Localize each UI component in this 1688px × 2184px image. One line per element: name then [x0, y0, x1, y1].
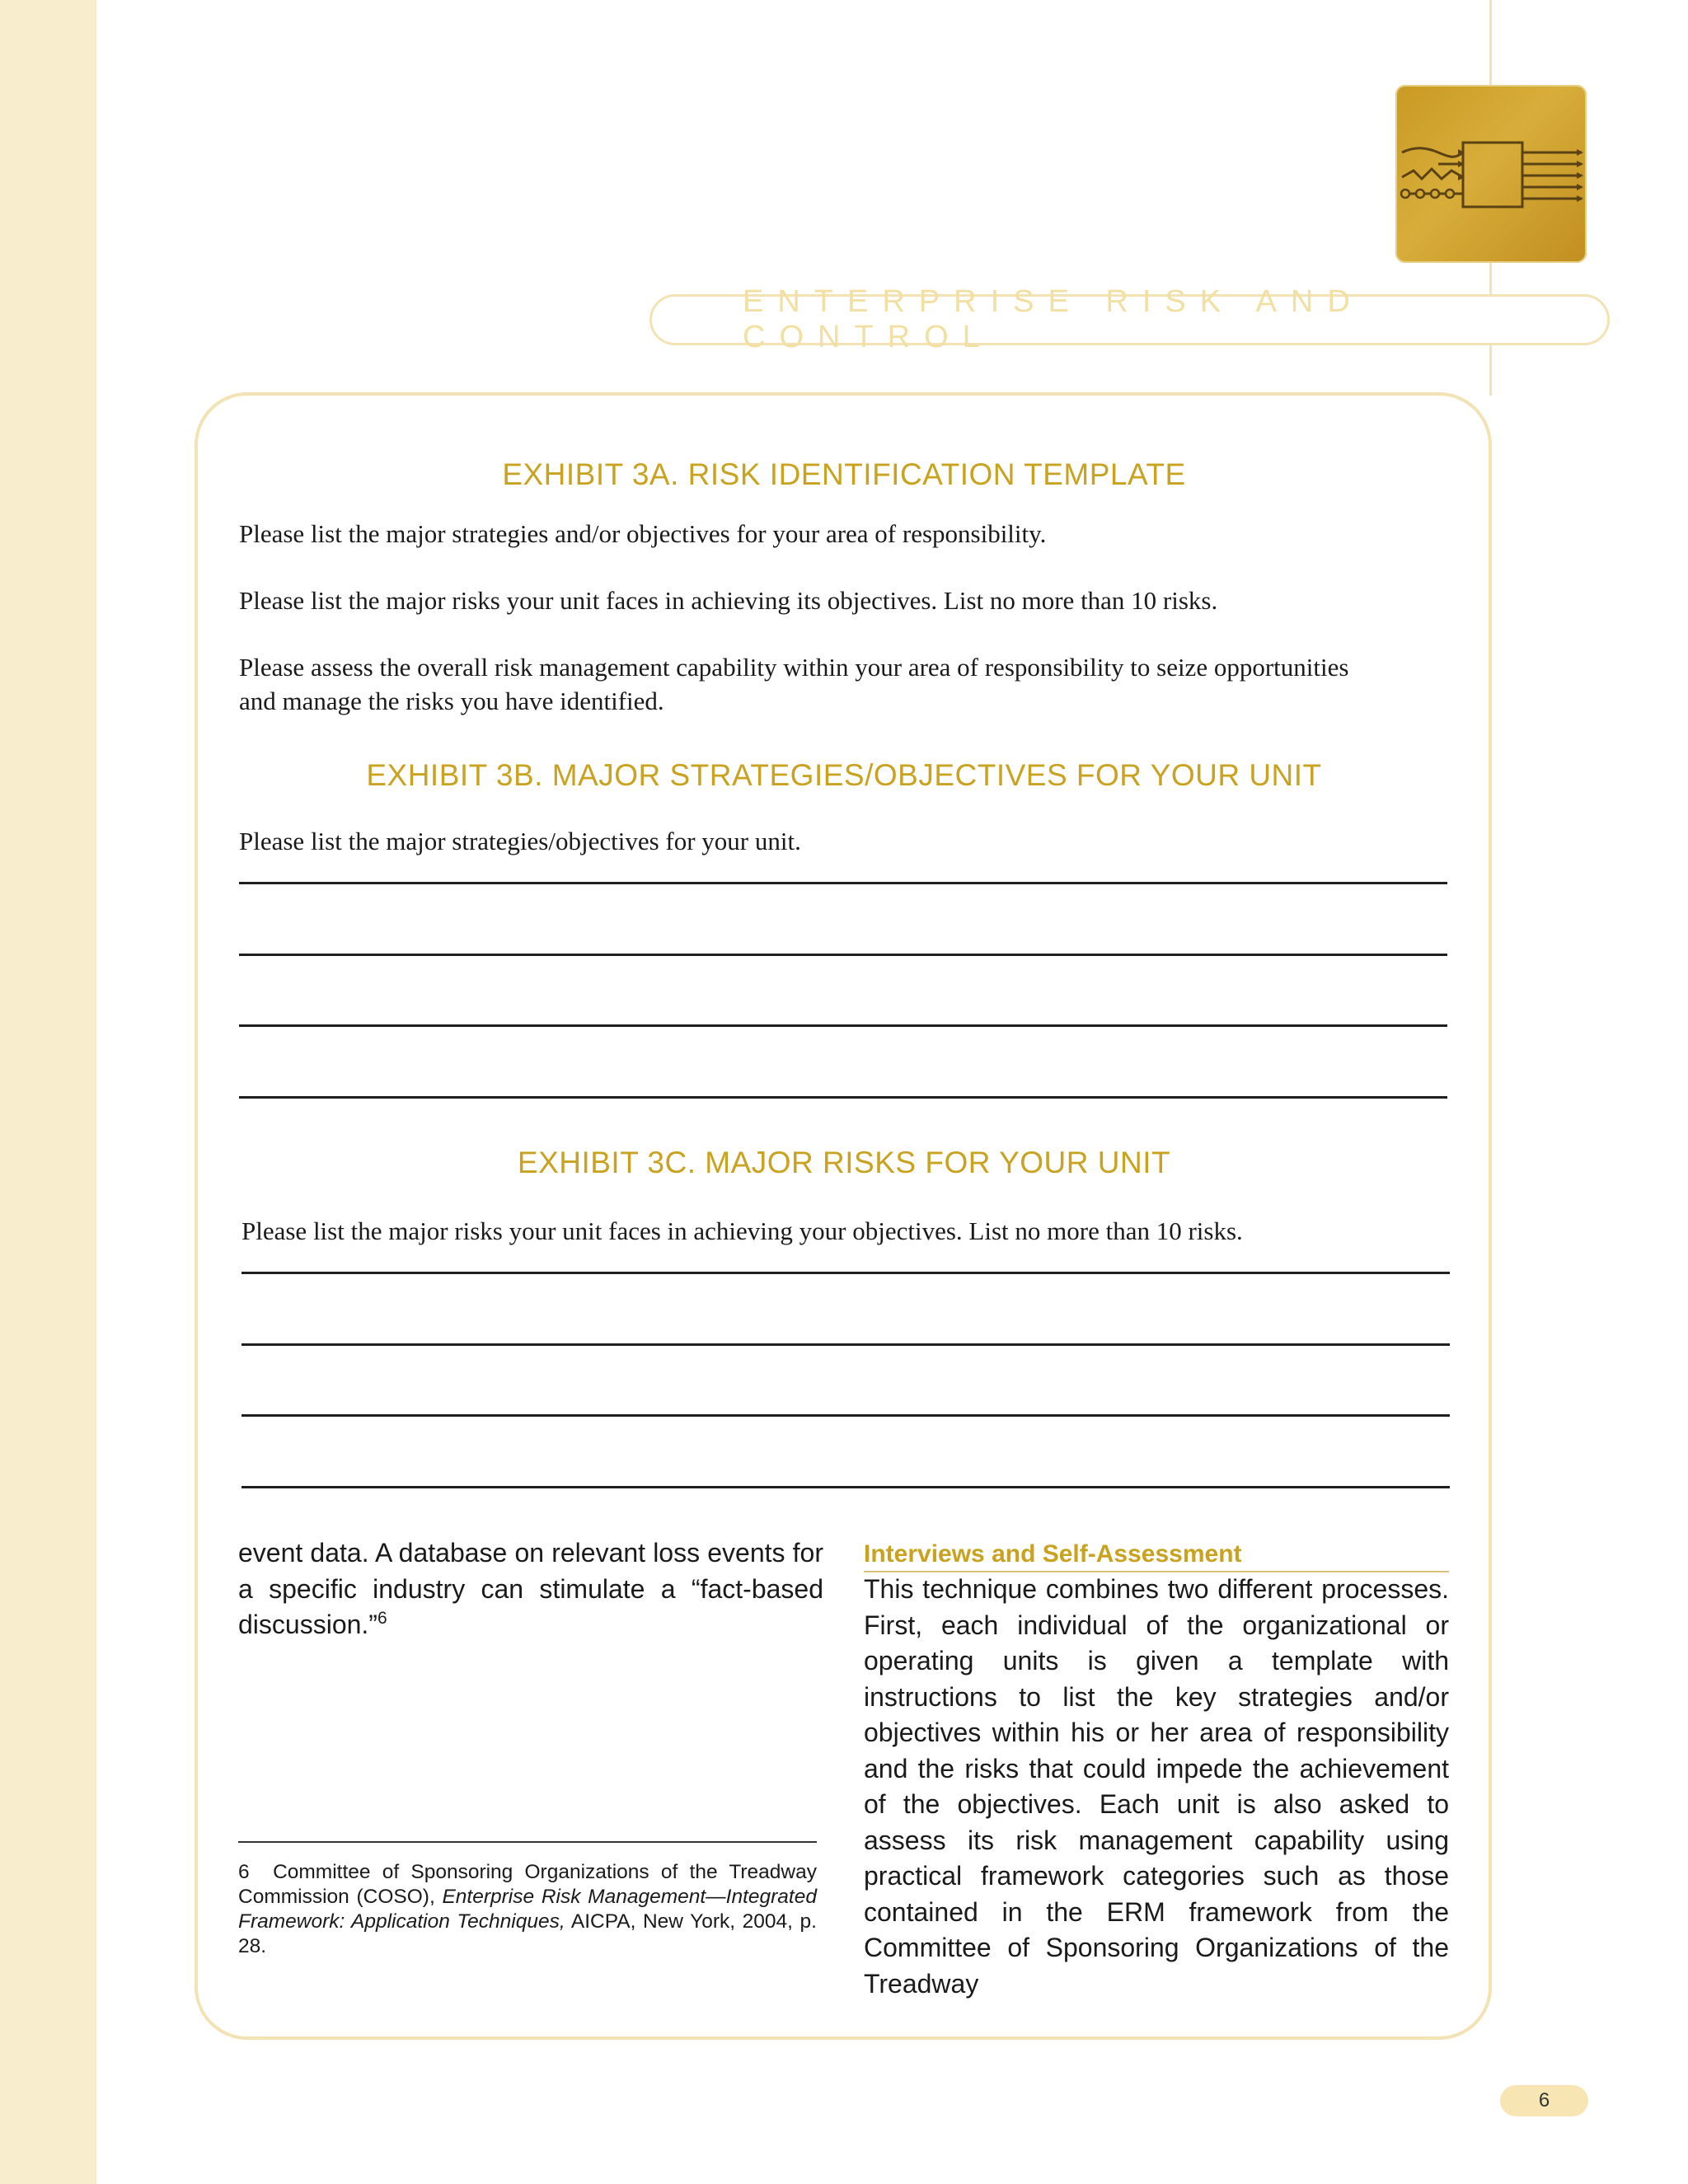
section-banner: [649, 284, 1610, 354]
exhibit-3c-title: EXHIBIT 3C. MAJOR RISKS FOR YOUR UNIT: [517, 1146, 1171, 1179]
footnote-text-after: AICPA, New York, 2004, p. 28.: [238, 1910, 817, 1957]
footnote: [238, 1860, 817, 1959]
right-column-text: This technique combines two different processes. First, each individual of the organizational or operating units is given a template with instructions to list the key strategies and/or objectives within his or her area of responsibility and the risks that could impede the achievement of the objectives. Each unit is also asked to assess its risk management capability using practical framework categories such as those contained in the ERM framework from the Committee of Sponsoring Organizations of the Treadway: [864, 1574, 1449, 1999]
answer-line[interactable]: [239, 1096, 1447, 1099]
exhibit-3a-line-2: Please list the major risks your unit faces in achieving its objectives. List no more than 10 risks.: [239, 586, 1218, 615]
footnote-number: 6: [238, 1861, 250, 1883]
exhibit-3a-title: EXHIBIT 3A. RISK IDENTIFICATION TEMPLATE: [502, 457, 1186, 491]
page-number: 6: [1500, 2085, 1588, 2116]
answer-line[interactable]: [239, 882, 1447, 884]
footnote-ref[interactable]: 6: [377, 1609, 387, 1628]
exhibit-3a-line-3b: and manage the risks you have identified.: [239, 687, 664, 715]
circuit-module-icon: [1395, 85, 1587, 263]
banner-title: ENTERPRISE RISK AND CONTROL: [743, 284, 1364, 354]
exhibit-3a-line-1: Please list the major strategies and/or objectives for your area of responsibility.: [239, 519, 1047, 548]
exhibit-3c-prompt: Please list the major risks your unit faces in achieving your objectives. List no more than 10 risks.: [241, 1216, 1243, 1245]
footnote-divider: [238, 1841, 817, 1843]
left-decorative-band: [0, 0, 96, 2184]
left-column-text: [238, 1535, 823, 1643]
exhibit-3a-line-3a: Please assess the overall risk management capability within your area of responsibility to seize opportunities: [239, 653, 1349, 682]
exhibit-3b-prompt: Please list the major strategies/objectives for your unit.: [239, 827, 801, 855]
answer-line[interactable]: [239, 954, 1447, 956]
exhibit-3b-title: EXHIBIT 3B. MAJOR STRATEGIES/OBJECTIVES FOR YOUR UNIT: [366, 758, 1322, 792]
footnote-title: Enterprise Risk Management—Integrated Framework: Application Techniques,: [238, 1886, 817, 1933]
answer-line[interactable]: [241, 1272, 1450, 1274]
section-heading: Interviews and Self-Assessment: [864, 1538, 1449, 1572]
answer-line[interactable]: [241, 1343, 1450, 1346]
answer-line[interactable]: [241, 1486, 1450, 1488]
answer-line[interactable]: [239, 1024, 1447, 1027]
footnote-text-before: Committee of Sponsoring Organizations of the Treadway Commission (COSO),: [238, 1861, 817, 1908]
left-column-body: event data. A database on relevant loss events for a specific industry can stimulate a “fact-based discussion.”: [238, 1538, 823, 1639]
answer-line[interactable]: [241, 1414, 1450, 1417]
